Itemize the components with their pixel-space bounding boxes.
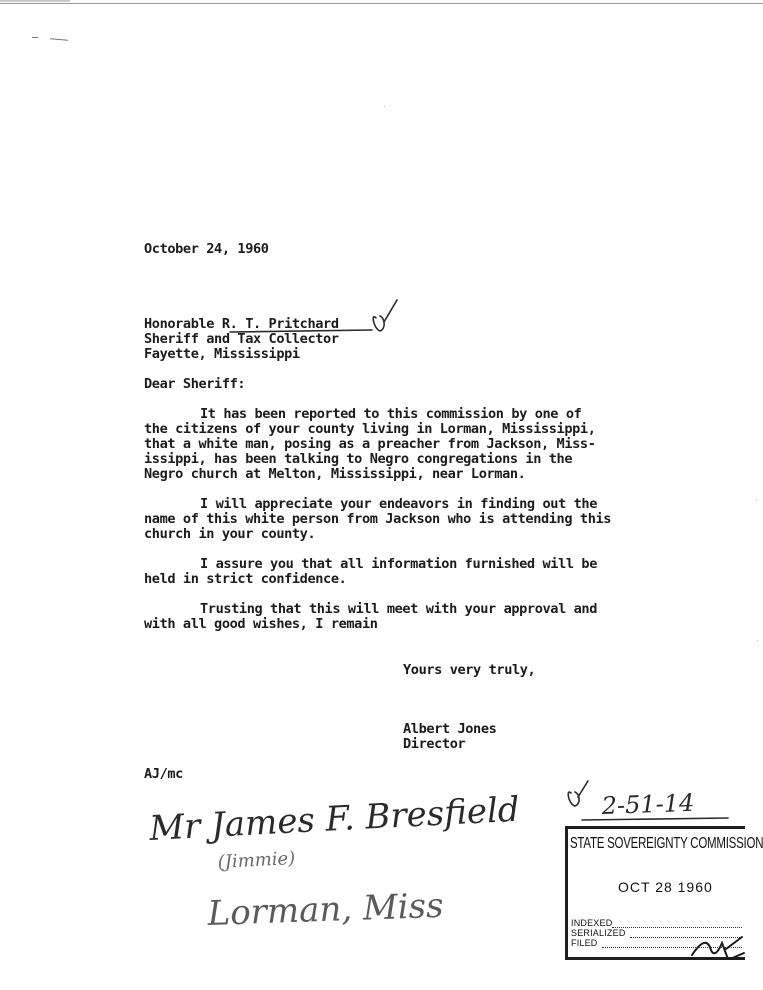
recipient-name: Honorable R. T. Pritchard xyxy=(144,316,339,332)
recipient-title: Sheriff and Tax Collector xyxy=(144,331,339,347)
complimentary-close: Yours very truly, xyxy=(403,662,536,678)
paragraph-2-line: I will appreciate your endeavors in finding out the xyxy=(200,496,597,512)
stamp-field-serialized: SERIALIZED xyxy=(571,928,626,938)
paragraph-2-line: church in your county. xyxy=(144,526,316,542)
received-stamp xyxy=(565,826,763,960)
letter-date: October 24, 1960 xyxy=(144,241,269,257)
reference-initials: AJ/mc xyxy=(144,766,183,782)
stamp-date: OCT 28 1960 xyxy=(618,879,713,895)
pritchard-underline xyxy=(230,330,372,332)
signer-name: Albert Jones xyxy=(403,721,497,737)
paragraph-1-line: Negro church at Melton, Mississippi, near Lorman. xyxy=(144,466,526,482)
pritchard-check-mark xyxy=(373,300,397,331)
handwritten-name: Mr James F. Bresfield xyxy=(148,789,521,849)
stamp-initials-scrawl xyxy=(686,933,746,963)
stamp-field-filed: FILED xyxy=(571,938,598,948)
stamp-field-indexed: INDEXED xyxy=(571,918,613,928)
handwritten-file-number: 2-51-14 xyxy=(601,788,695,820)
recipient-address: Fayette, Mississippi xyxy=(144,346,300,362)
stamp-title: STATE SOVEREIGNTY COMMISSION xyxy=(570,835,763,852)
top-check-mark xyxy=(568,781,588,806)
paragraph-4-line: Trusting that this will meet with your approval and xyxy=(200,601,597,617)
handwritten-town: Lorman, Miss xyxy=(206,885,445,934)
paragraph-1-line: issippi, has been talking to Negro congregations in the xyxy=(144,451,573,467)
salutation: Dear Sheriff: xyxy=(144,376,246,392)
paragraph-2-line: name of this white person from Jackson who is attending this xyxy=(144,511,612,527)
stamp-line xyxy=(612,927,742,928)
paragraph-3-line: I assure you that all information furnished will be xyxy=(200,556,597,572)
signer-title: Director xyxy=(403,736,466,752)
handwritten-nickname: (Jimmie) xyxy=(217,847,296,873)
paragraph-1-line: It has been reported to this commission by one of xyxy=(200,406,582,422)
paragraph-1-line: the citizens of your county living in Lorman, Mississippi, xyxy=(144,421,596,437)
paragraph-4-line: with all good wishes, I remain xyxy=(144,616,378,632)
paragraph-3-line: held in strict confidence. xyxy=(144,571,347,587)
paragraph-1-line: that a white man, posing as a preacher from Jackson, Miss- xyxy=(144,436,596,452)
